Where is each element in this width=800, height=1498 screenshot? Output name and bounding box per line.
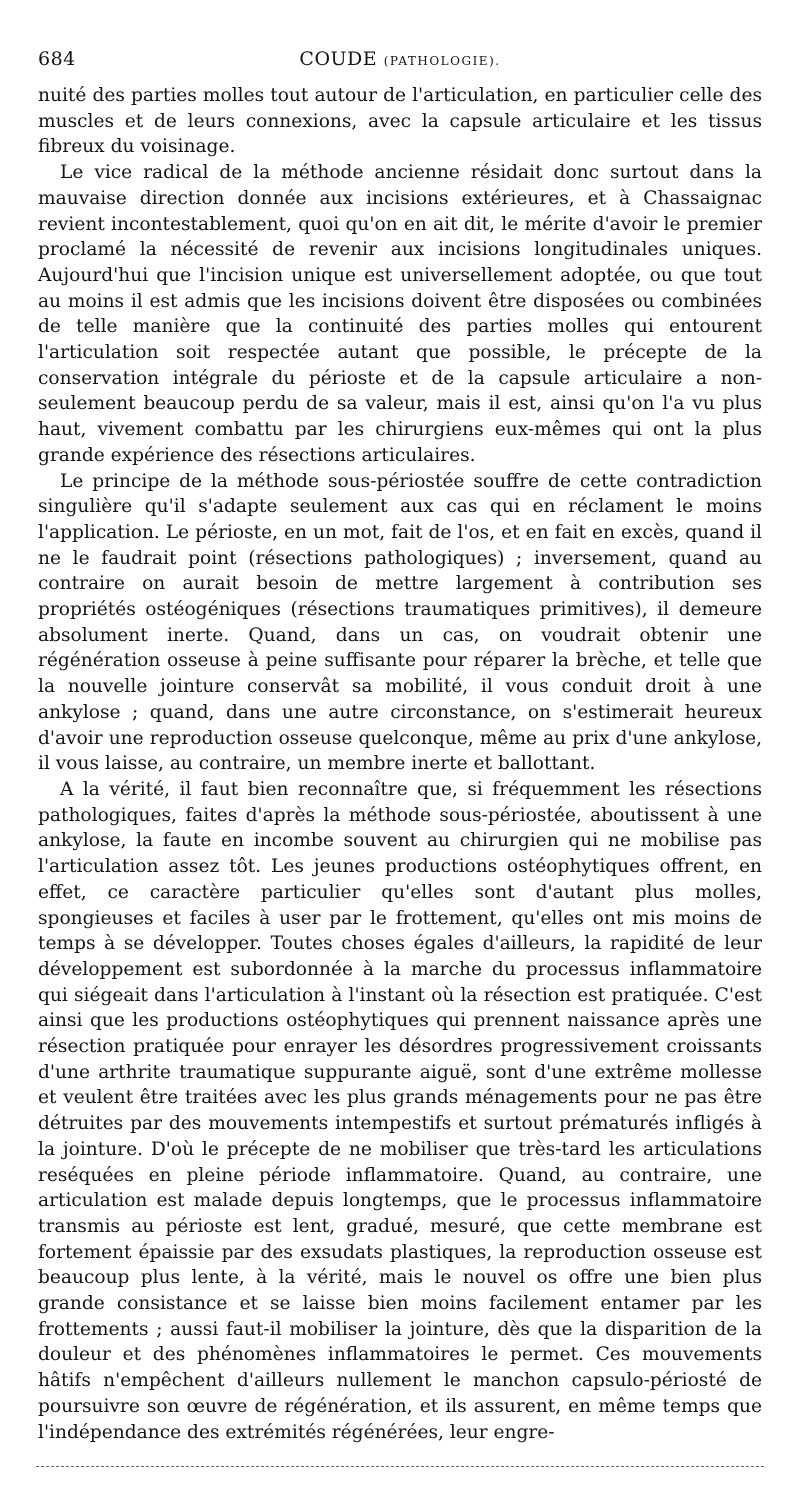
page-number: 684 [38,48,76,70]
body-text [38,83,762,1445]
paragraph: Le vice radical de la méthode ancienne résidait donc surtout dans la mauvaise direction donnée aux incisions extérieures, et à Chassaignac revient incontestablement, quoi qu'on en ait dit, le mérite d'avoir le premier proclamé la nécessité de revenir aux incisions longitudinales uniques. Aujourd'hui que l'incision unique est universellement adoptée, ou que tout au moins il est admis que les incisions doivent être disposées ou combinées de telle manière que la continuité des parties molles qui entourent l'articulation soit respectée autant que possible, le précepte de la conservation intégrale du périoste et de la capsule articulaire a non-seulement beaucoup perdu de sa valeur, mais il est, ainsi qu'on l'a vu plus haut, vivement combattu par les chirurgiens eux-mêmes qui ont la plus grande expérience des résections articulaires. [38,162,762,466]
paragraph: A la vérité, il faut bien reconnaître que, si fréquemment les résections pathologiques, faites d'après la méthode sous-périostée, aboutissent à une ankylose, la faute en incombe souvent au chirurgien qui ne mobilise pas l'articulation assez tôt. Les jeunes productions ostéophytiques offrent, en effet, ce caractère particulier qu'elles sont d'autant plus molles, spongieuses et faciles à user par le frottement, qu'elles ont mis moins de temps à se développer. Toutes choses égales d'ailleurs, la rapidité de leur développement est subordonnée à la marche du processus inflammatoire qui siégeait dans l'articulation à l'instant où la résection est pratiquée. C'est ainsi que les productions ostéophytiques qui prennent naissance après une résection pratiquée pour enrayer les désordres progressivement croissants d'une arthrite traumatique suppurante aiguë, sont d'une extrême mollesse et veulent être traitées avec les plus grands ménagements pour ne pas être détruites par des mouvements intempestifs et surtout prématurés infligés à la jointure. D'où le précepte de ne mobiliser que très-tard les articulations reséquées en pleine période inflammatoire. Quand, au contraire, une articulation est malade depuis longtemps, que le processus inflammatoire transmis au périoste est lent, gradué, mesuré, que cette membrane est fortement épaissie par des exsudats plastiques, la reproduction osseuse est beaucoup plus lente, à la vérité, mais le nouvel os offre une bien plus grande consistance et se laisse bien moins facilement entamer par les frottements ; aussi faut-il mobiliser la jointure, dès que la disparition de la douleur et des phénomènes inflammatoires le permet. Ces mouvements hâtifs n'empêchent d'ailleurs nullement le manchon capsulo-périosté de poursuivre son œuvre de régénération, et ils assurent, en même temps que l'indépendance des extrémités régénérées, leur engre- [38,778,762,1443]
running-header [38,48,762,76]
paragraph-continuation: nuité des parties molles tout autour de l'articulation, en particulier celle des muscles et de leurs connexions, avec la capsule articulaire et les tissus fibreux du voisinage. [38,85,762,158]
footnote-rule [36,1466,764,1467]
running-title [38,48,762,70]
running-title-main: COUDE [299,48,378,70]
paragraph: Le principe de la méthode sous-périostée souffre de cette contradiction singulière qu'il s'adapte seulement aux cas qui en réclament le moins l'application. Le périoste, en un mot, fait de l'os, et en fait en excès, quand il ne le faudrait point (résections pathologiques) ; inversement, quand au contraire on aurait besoin de mettre largement à contribution ses propriétés ostéogéniques (résections traumatiques primitives), il demeure absolument inerte. Quand, dans un cas, on voudrait obtenir une régénération osseuse à peine suffisante pour réparer la brèche, et telle que la nouvelle jointure conservât sa mobilité, il vous conduit droit à une ankylose ; quand, dans une autre circonstance, on s'estimerait heureux d'avoir une reproduction osseuse quelconque, même au prix d'une ankylose, il vous laisse, au contraire, un membre inerte et ballottant. [38,470,762,775]
running-title-subtitle: (PATHOLOGIE). [383,54,501,68]
